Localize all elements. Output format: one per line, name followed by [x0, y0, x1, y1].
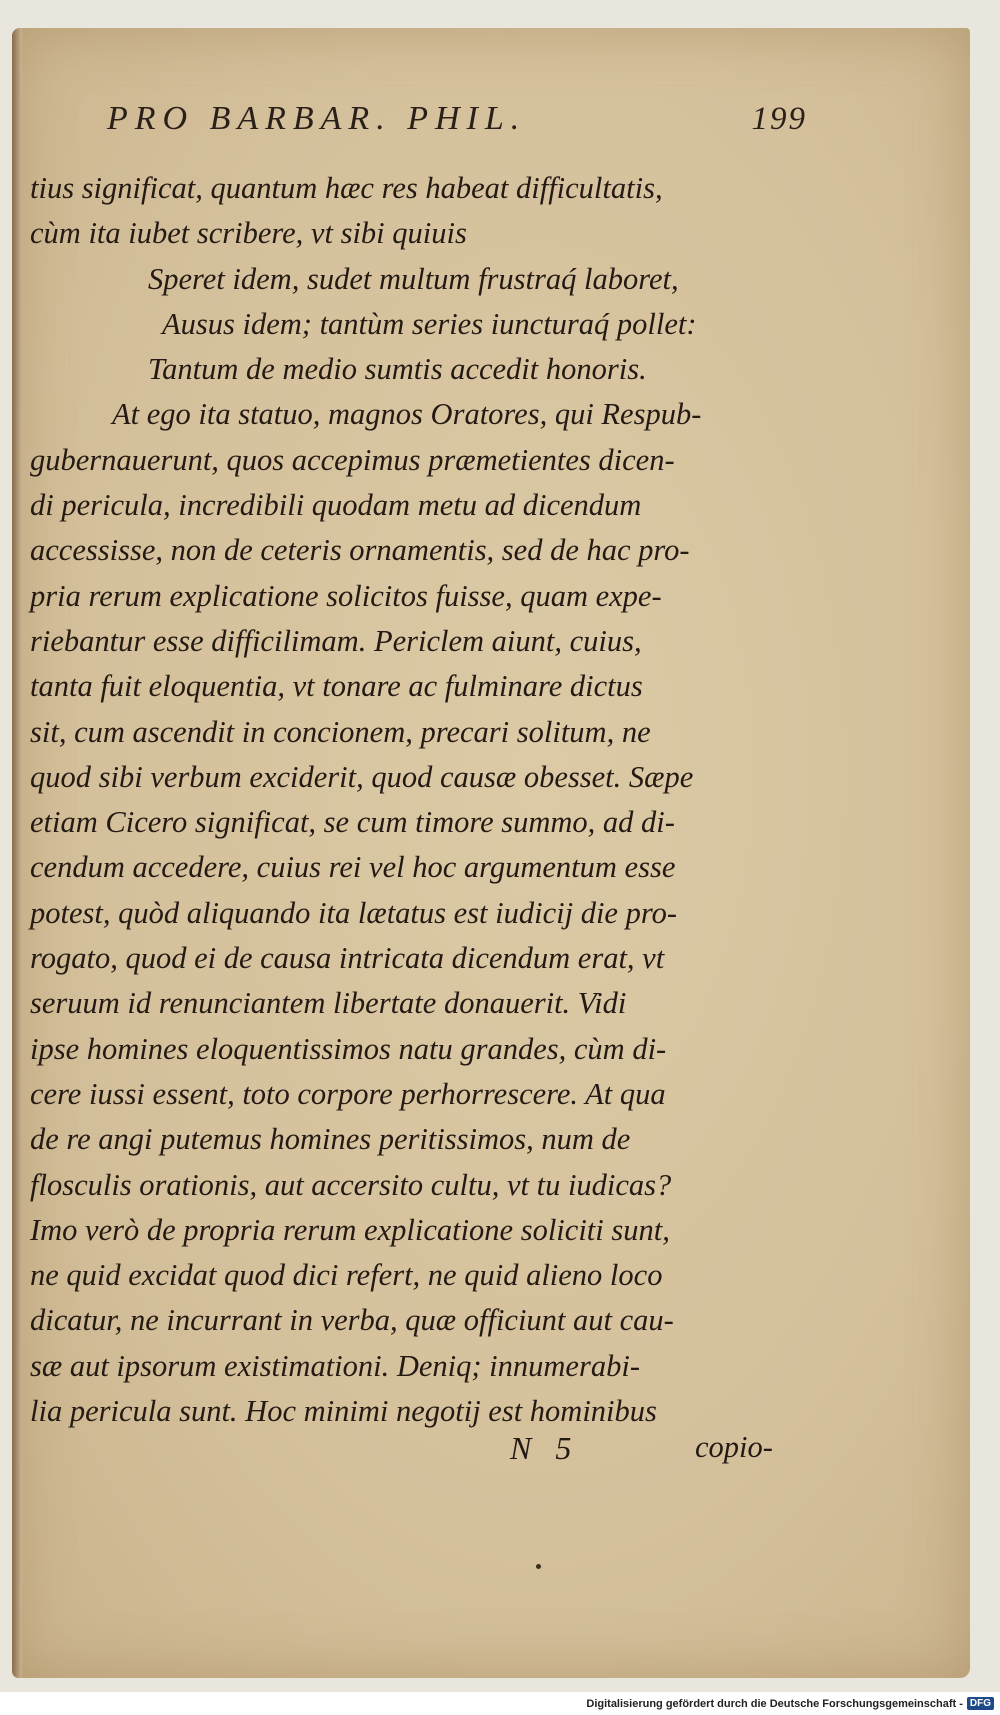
text-line: tanta fuit eloquentia, vt tonare ac fulminare dictus [30, 669, 643, 704]
text-line: rogato, quod ei de causa intricata dicendum erat, vt [30, 941, 665, 976]
verse-line: Ausus idem; tantùm series iuncturaq́ pollet: [162, 306, 697, 341]
page-number: 199 [751, 101, 807, 137]
running-head: PRO BARBAR. PHIL. [107, 100, 527, 137]
text-line: tius significat, quantum hæc res habeat difficultatis, [30, 171, 663, 205]
verse-line: Tantum de medio sumtis accedit honoris. [148, 352, 647, 387]
text-line: sæ aut ipsorum existimationi. Deniq; innumerabi- [30, 1348, 640, 1383]
text-line: de re angi putemus homines peritissimos, num de [30, 1122, 631, 1157]
text-line: gubernauerunt, quos accepimus præmetientes dicen- [30, 442, 675, 477]
text-line: etiam Cicero significat, se cum timore summo, ad di- [30, 805, 675, 840]
dfg-logo-icon: DFG [967, 1697, 994, 1710]
text-line: accessisse, non de ceteris ornamentis, sed de hac pro- [30, 533, 690, 568]
credit-text: Digitalisierung gefördert durch die Deutsche Forschungsgemeinschaft - [586, 1697, 963, 1710]
text-line: riebantur esse difficilimam. Periclem aiunt, cuius, [30, 623, 642, 658]
text-line: ne quid excidat quod dici refert, ne quid alieno loco [30, 1258, 663, 1293]
text-line: pria rerum explicatione solicitos fuisse, quam expe- [30, 578, 662, 613]
text-line: sit, cum ascendit in concionem, precari solitum, ne [30, 714, 651, 749]
text-line: dicatur, ne incurrant in verba, quæ officiunt aut cau- [30, 1303, 674, 1338]
text-line: potest, quòd aliquando ita lætatus est iudicij die pro- [30, 895, 677, 930]
text-line: lia pericula sunt. Hoc minimi negotij est hominibus [30, 1394, 657, 1429]
text-line: seruum id renunciantem libertate donauerit. Vidi [30, 986, 627, 1021]
text-line: ipse homines eloquentissimos natu grandes, cùm di- [30, 1031, 667, 1066]
digitization-credit-bar [0, 1692, 1000, 1715]
text-line: cùm ita iubet scribere, vt sibi quiuis [30, 216, 467, 251]
catchword: copio- [695, 1430, 773, 1464]
page-gutter-edge [12, 28, 22, 1678]
text-line: flosculis orationis, aut accersito cultu, vt tu iudicas? [30, 1167, 672, 1202]
text-line: cere iussi essent, toto corpore perhorrescere. At qua [30, 1076, 666, 1111]
page-header [107, 100, 807, 160]
body-text [30, 166, 810, 1434]
verse-line: Speret idem, sudet multum frustraq́ laboret, [148, 261, 679, 296]
text-line: quod sibi verbum exciderit, quod causæ obesset. Sæpe [30, 759, 694, 794]
ink-speck [536, 1564, 541, 1569]
text-line: Imo verò de propria rerum explicatione soliciti sunt, [30, 1212, 670, 1247]
paragraph-start-line: At ego ita statuo, magnos Oratores, qui Respub- [112, 397, 702, 432]
text-line: di pericula, incredibili quodam metu ad dicendum [30, 488, 642, 523]
text-line: cendum accedere, cuius rei vel hoc argumentum esse [30, 850, 676, 885]
signature-mark: N 5 [510, 1430, 580, 1466]
